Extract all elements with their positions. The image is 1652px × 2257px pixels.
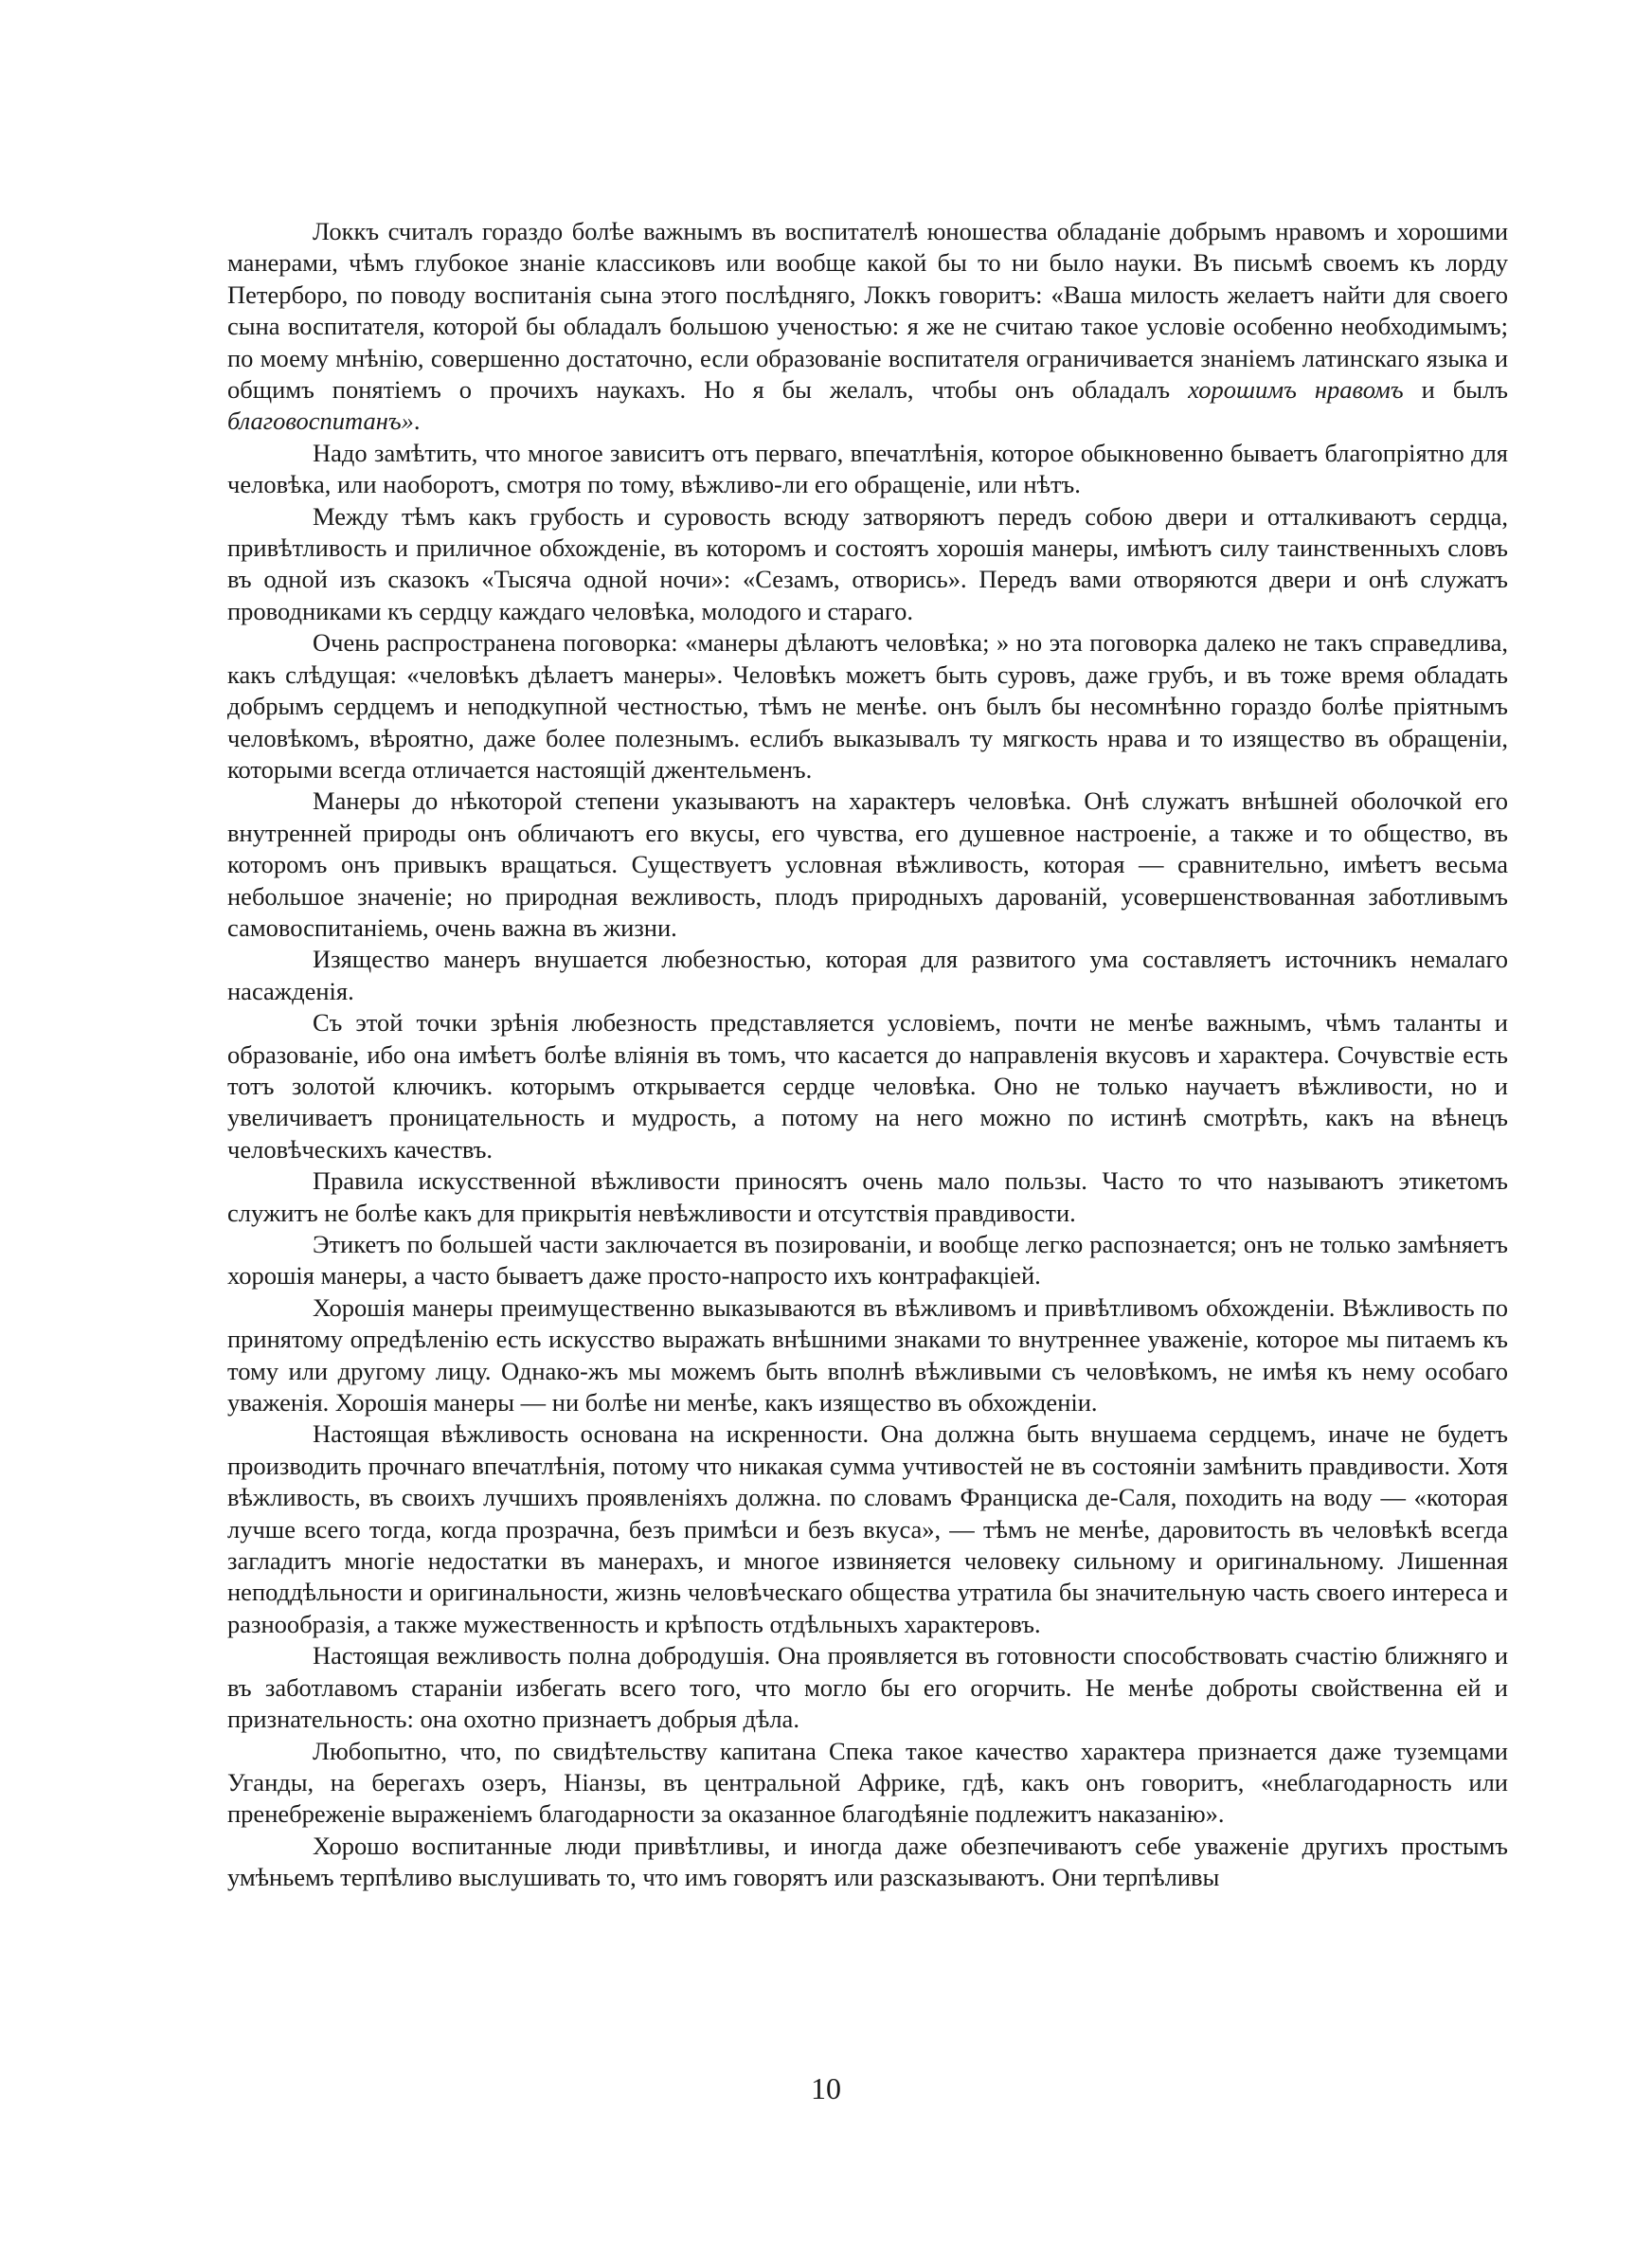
page-number: 10	[811, 2071, 841, 2105]
paragraph-1-end: .	[413, 406, 421, 436]
page-body	[227, 216, 1508, 1894]
paragraph-4: Очень распространена поговорка: «манеры дѣлаютъ человѣка; » но эта поговорка далеко не такъ справедлива, какъ слѣдущая: «человѣкъ дѣлаетъ манеры». Человѣкъ можетъ быть суровъ, даже грубъ, и въ тоже время обладать добрымъ сердцемъ и неподкупной честностью, тѣмъ не менѣе. онъ былъ бы несомнѣнно гораздо болѣе пріятнымъ человѣкомъ, вѣроятно, даже более полезнымъ. еслибъ выказывалъ ту мягкость нрава и то изящество въ обращеніи, которыми всегда отличается настоящій джентельменъ.	[227, 628, 1508, 784]
paragraph-2: Надо замѣтить, что многое зависитъ отъ перваго, впечатлѣнія, которое обыкновенно бываетъ благопріятно для человѣка, или наоборотъ, смотря по тому, вѣжливо-ли его обращеніе, или нѣтъ.	[227, 438, 1508, 499]
paragraph-13: Любопытно, что, по свидѣтельству капитана Спека такое качество характера признается даже туземцами Уганды, на берегахъ озеръ, Ніанзы, въ центральной Африке, гдѣ, какъ онъ говоритъ, «неблагодарность или пренебреженіе выраженіемъ благодарности за оказанное благодѣяніе подлежитъ наказанію».	[227, 1736, 1508, 1829]
paragraph-1-connector: и былъ	[1403, 375, 1508, 405]
paragraph-14: Хорошо воспитанные люди привѣтливы, и иногда даже обезпечиваютъ себе уваженіе другихъ простымъ умѣньемъ терпѣливо выслушивать то, что имъ говорятъ или разсказываютъ. Они терпѣливы	[227, 1831, 1508, 1892]
paragraph-11: Настоящая вѣжливость основана на искренности. Она должна быть внушаема сердцемъ, иначе не будетъ производить прочнаго впечатлѣнія, потому что никакая сумма учтивостей не въ состояніи замѣнить правдивости. Хотя вѣжливость, въ своихъ лучшихъ проявленіяхъ должна. по словамъ Франциска де-Саля, походить на воду — «которая лучше всего тогда, когда прозрачна, безъ примѣси и безъ вкуса», — тѣмъ не менѣе, даровитость въ человѣкѣ всегда загладитъ многіе недостатки въ манерахъ, и многое извиняется человеку сильному и оригинальному. Лишенная неподдѣльности и оригинальности, жизнь человѣческаго общества утратила бы значительную часть своего интереса и разнообразія, а также мужественность и крѣпость отдѣльныхъ характеровъ.	[227, 1419, 1508, 1638]
paragraph-3: Между тѣмъ какъ грубость и суровость всюду затворяютъ передъ собою двери и отталкиваютъ сердца, привѣтливость и приличное обхожденіе, въ которомъ и состоятъ хорошія манеры, имѣютъ силу таинственныхъ словъ въ одной изъ сказокъ «Тысяча одной ночи»: «Сезамъ, отворись». Передъ вами отворяются двери и онѣ служатъ проводниками къ сердцу каждаго человѣка, молодого и стараго.	[227, 501, 1508, 625]
emphasis-well-bred: благовоспитанъ»	[227, 406, 414, 436]
paragraph-12: Настоящая вежливость полна добродушія. Она проявляется въ готовности способствовать счастію ближняго и въ заботлавомъ стараніи избегать всего того, что могло бы его огорчить. Не менѣе доброты свойственна ей и признательность: она охотно признаетъ добрыя дѣла.	[227, 1641, 1508, 1734]
paragraph-8: Правила искусственной вѣжливости приносятъ очень мало пользы. Часто то что называютъ этикетомъ служитъ не болѣе какъ для прикрытія невѣжливости и отсутствія правдивости.	[227, 1166, 1508, 1227]
paragraph-7: Съ этой точки зрѣнія любезность представляется условіемъ, почти не менѣе важнымъ, чѣмъ таланты и образованіе, ибо она имѣетъ болѣе вліянія въ томъ, что касается до направленія вкусовъ и характера. Сочувствіе есть тотъ золотой ключикъ. которымъ открывается сердце человѣка. Оно не только научаетъ вѣжливости, но и увеличиваетъ проницательность и мудрость, а потому на него можно по истинѣ смотрѣть, какъ на вѣнецъ человѣческихъ качествъ.	[227, 1008, 1508, 1164]
paragraph-5: Манеры до нѣкоторой степени указываютъ на характеръ человѣка. Онѣ служатъ внѣшней оболочкой его внутренней природы онъ обличаютъ его вкусы, его чувства, его душевное настроеніе, а также и то общество, въ которомъ онъ привыкъ вращаться. Существуетъ условная вѣжливость, которая — сравнительно, имѣетъ весьма небольшое значеніе; но природная вежливость, плодъ природныхъ дарованій, усовершенствованная заботливымъ самовоспитаніемь, очень важна въ жизни.	[227, 786, 1508, 942]
paragraph-6: Изящество манеръ внушается любезностью, которая для развитого ума составляетъ источникъ немалаго насажденія.	[227, 945, 1508, 1005]
paragraph-10: Хорошія манеры преимущественно выказываются въ вѣжливомъ и привѣтливомъ обхожденіи. Вѣжливость по принятому опредѣленію есть искусство выражать внѣшними знаками то внутреннее уваженіе, которое мы питаемъ къ тому или другому лицу. Однако-жъ мы можемъ быть вполнѣ вѣжливыми съ человѣкомъ, не имѣя къ нему особаго уваженія. Хорошія манеры — ни болѣе ни менѣе, какъ изящество въ обхожденіи.	[227, 1292, 1508, 1417]
paragraph-1-text: Локкъ считалъ гораздо болѣе важнымъ въ воспитателѣ юношества обладаніе добрымъ нравомъ и хорошими манерами, чѣмъ глубокое знаніе классиковъ или вообще какой бы то ни было науки. Въ письмѣ своемъ къ лорду Петерборо, по поводу воспитанія сына этого послѣдняго, Локкъ говоритъ: «Ваша милость желаетъ найти для своего сына воспитателя, которой бы обладалъ большою ученостью: я же не считаю такое условіе особенно необходимымъ; по моему мнѣнію, совершенно достаточно, если образованіе воспитателя ограничивается знаніемъ латинскаго языка и общимъ понятіемъ о прочихъ наукахъ. Но я бы желалъ, чтобы онъ обладалъ	[227, 217, 1508, 405]
paragraph-9: Этикетъ по большей части заключается въ позированіи, и вообще легко распознается; онъ не только замѣняетъ хорошія манеры, а часто бываетъ даже просто-напросто ихъ контрафакціей.	[227, 1230, 1508, 1291]
paragraph-1	[227, 216, 1508, 438]
emphasis-good-nature: хорошимъ нравомъ	[1188, 375, 1404, 405]
